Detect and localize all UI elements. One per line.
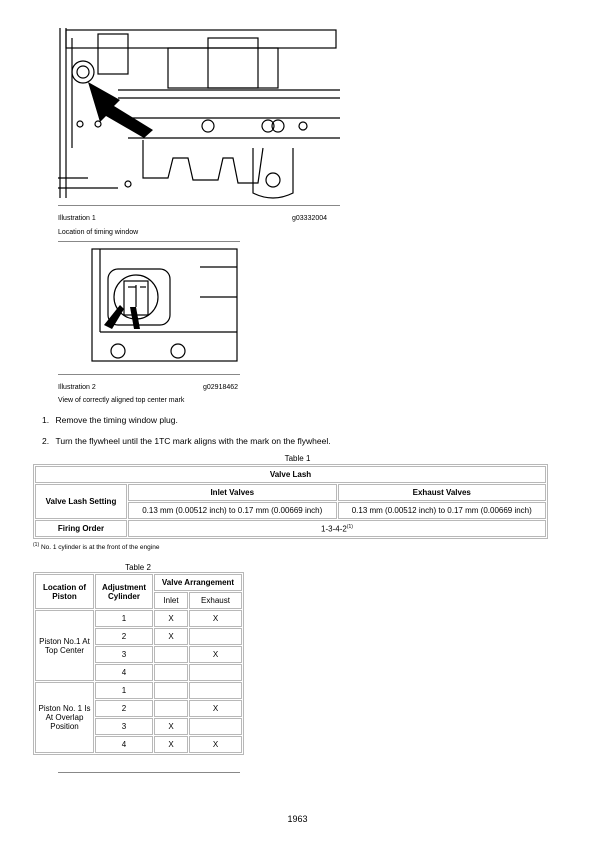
table-2-exhaust-cell: X	[189, 646, 242, 663]
table-1-inlet-value: 0.13 mm (0.00512 inch) to 0.17 mm (0.00669 inch)	[128, 502, 337, 519]
page-number: 1963	[287, 814, 308, 824]
table-1-inlet-header: Inlet Valves	[128, 484, 337, 501]
table-1-footnote-ref: (1)	[346, 523, 353, 530]
table-2-cylinder-cell: 1	[95, 610, 153, 627]
table-2-inlet-cell	[154, 682, 188, 699]
table-1-footnote-text: No. 1 cylinder is at the front of the engine	[40, 544, 160, 552]
table-2-exhaust-cell: X	[189, 736, 242, 753]
table-2-cylinder-cell: 4	[95, 736, 153, 753]
table-2-inlet-cell: X	[154, 718, 188, 735]
step-2-text: Turn the flywheel until the 1TC mark aligns with the mark on the flywheel.	[55, 436, 331, 446]
step-1-number: 1.	[42, 415, 50, 425]
illustration-2-code: g02918462	[203, 384, 239, 391]
table-2	[33, 572, 244, 755]
illustration-2-label: Illustration 2	[58, 384, 96, 391]
table-2-cylinder-cell: 1	[95, 682, 153, 699]
table-2-exhaust-cell: X	[189, 700, 242, 717]
illustration-1-label: Illustration 1	[58, 215, 96, 222]
table-2-exhaust-cell	[189, 718, 242, 735]
illustration-1-code: g03332004	[292, 215, 328, 222]
table-1-firing-order-value: 1-3-4-2	[321, 524, 347, 534]
table-2-exhaust-cell	[189, 682, 242, 699]
table-2-arrangement-header: Valve Arrangement	[154, 574, 242, 591]
illustration-2-caption: View of correctly aligned top center mark	[58, 397, 185, 404]
table-1-footnote	[33, 542, 159, 551]
table-1-footnote-mark: (1)	[33, 542, 40, 548]
illustration-1-rule-bottom	[58, 241, 240, 242]
table-1-title: Valve Lash	[35, 466, 546, 483]
table-1-label: Table 1	[284, 454, 311, 463]
table-2-location-header: Location of Piston	[35, 574, 94, 609]
table-2-rule-bottom	[58, 772, 240, 773]
table-2-inlet-cell: X	[154, 610, 188, 627]
table-2-location-cell: Piston No.1 At Top Center	[35, 610, 94, 681]
table-2-inlet-header: Inlet	[154, 592, 188, 609]
step-1	[42, 415, 178, 425]
table-2-row	[35, 682, 242, 699]
table-1-setting-header: Valve Lash Setting	[35, 484, 127, 519]
table-1-exhaust-header: Exhaust Valves	[338, 484, 547, 501]
illustration-2-image	[90, 247, 240, 365]
table-2-adjustment-header: Adjustment Cylinder	[95, 574, 153, 609]
table-2-inlet-cell	[154, 646, 188, 663]
table-1	[33, 464, 548, 539]
step-2-number: 2.	[42, 436, 50, 446]
step-2	[42, 436, 331, 446]
illustration-2-rule-top	[58, 374, 240, 375]
table-2-exhaust-header: Exhaust	[189, 592, 242, 609]
illustration-1-image	[58, 28, 340, 206]
table-2-inlet-cell: X	[154, 628, 188, 645]
table-2-inlet-cell: X	[154, 736, 188, 753]
table-1-firing-order-cell	[128, 520, 546, 537]
table-1-firing-order-header: Firing Order	[35, 520, 127, 537]
table-2-inlet-cell	[154, 664, 188, 681]
table-2-exhaust-cell	[189, 628, 242, 645]
table-2-location-cell: Piston No. 1 Is At Overlap Position	[35, 682, 94, 753]
table-2-cylinder-cell: 2	[95, 700, 153, 717]
table-2-cylinder-cell: 3	[95, 718, 153, 735]
table-2-cylinder-cell: 2	[95, 628, 153, 645]
table-2-label: Table 2	[125, 563, 151, 572]
illustration-1-rule-top	[58, 205, 340, 206]
table-2-exhaust-cell: X	[189, 610, 242, 627]
table-2-cylinder-cell: 3	[95, 646, 153, 663]
table-2-inlet-cell	[154, 700, 188, 717]
step-1-text: Remove the timing window plug.	[55, 415, 178, 425]
table-2-exhaust-cell	[189, 664, 242, 681]
table-2-cylinder-cell: 4	[95, 664, 153, 681]
table-2-row	[35, 610, 242, 627]
table-1-exhaust-value: 0.13 mm (0.00512 inch) to 0.17 mm (0.00669 inch)	[338, 502, 547, 519]
illustration-1-caption: Location of timing window	[58, 229, 139, 236]
